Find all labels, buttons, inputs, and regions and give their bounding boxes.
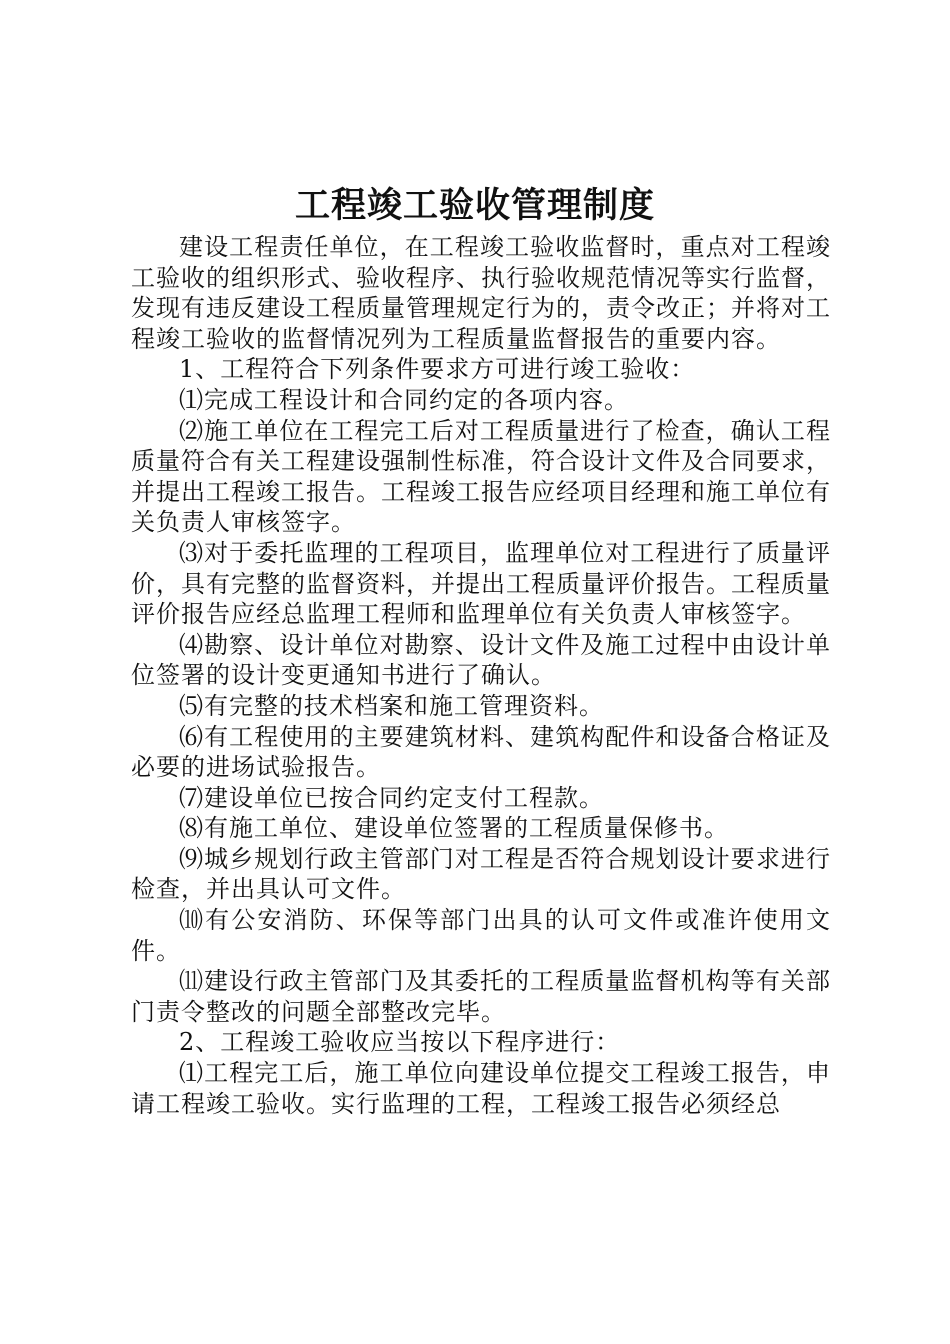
paragraph-condition-9: ⑼城乡规划行政主管部门对工程是否符合规划设计要求进行检查，并出具认可文件。 [131,844,831,904]
paragraph-condition-10: ⑽有公安消防、环保等部门出具的认可文件或准许使用文件。 [131,906,831,965]
paragraph-section-2-heading: 2、工程竣工验收应当按以下程序进行： [179,1028,621,1057]
paragraph-condition-11: ⑾建设行政主管部门及其委托的工程质量监督机构等有关部门责令整改的问题全部整改完毕。 [131,967,831,1026]
paragraph-condition-8: ⑻有施工单位、建设单位签署的工程质量保修书。 [179,814,729,843]
paragraph-condition-5: ⑸有完整的技术档案和施工管理资料。 [179,691,604,720]
document-body [131,232,831,1119]
paragraph-condition-7: ⑺建设单位已按合同约定支付工程款。 [179,783,604,812]
paragraph-procedure-1: ⑴工程完工后，施工单位向建设单位提交工程竣工报告，申请工程竣工验收。实行监理的工程，工程竣工报告必须经总 [131,1059,831,1118]
paragraph-condition-6: ⑹有工程使用的主要建筑材料、建筑构配件和设备合格证及必要的进场试验报告。 [131,722,831,782]
paragraph-condition-4: ⑷勘察、设计单位对勘察、设计文件及施工过程中由设计单位签署的设计变更通知书进行了确认。 [131,630,831,690]
paragraph-condition-3: ⑶对于委托监理的工程项目，监理单位对工程进行了质量评价，具有完整的监督资料，并提出工程质量评价报告。工程质量评价报告应经总监理工程师和监理单位有关负责人审核签字。 [131,538,831,629]
paragraph-condition-1: ⑴完成工程设计和合同约定的各项内容。 [179,385,629,414]
paragraph-condition-2: ⑵施工单位在工程完工后对工程质量进行了检查，确认工程质量符合有关工程建设强制性标准，符合设计文件及合同要求，并提出工程竣工报告。工程竣工报告应经项目经理和施工单位有关负责人审核签字。 [131,416,831,537]
paragraph-section-1-heading: 1、工程符合下列条件要求方可进行竣工验收： [179,355,696,384]
document-title: 工程竣工验收管理制度 [294,186,655,226]
paragraph-intro: 建设工程责任单位，在工程竣工验收监督时，重点对工程竣工验收的组织形式、验收程序、执行验收规范情况等实行监督，发现有违反建设工程质量管理规定行为的，责令改正；并将对工程竣工验收的监督情况列为工程质量监督报告的重要内容。 [131,233,831,353]
